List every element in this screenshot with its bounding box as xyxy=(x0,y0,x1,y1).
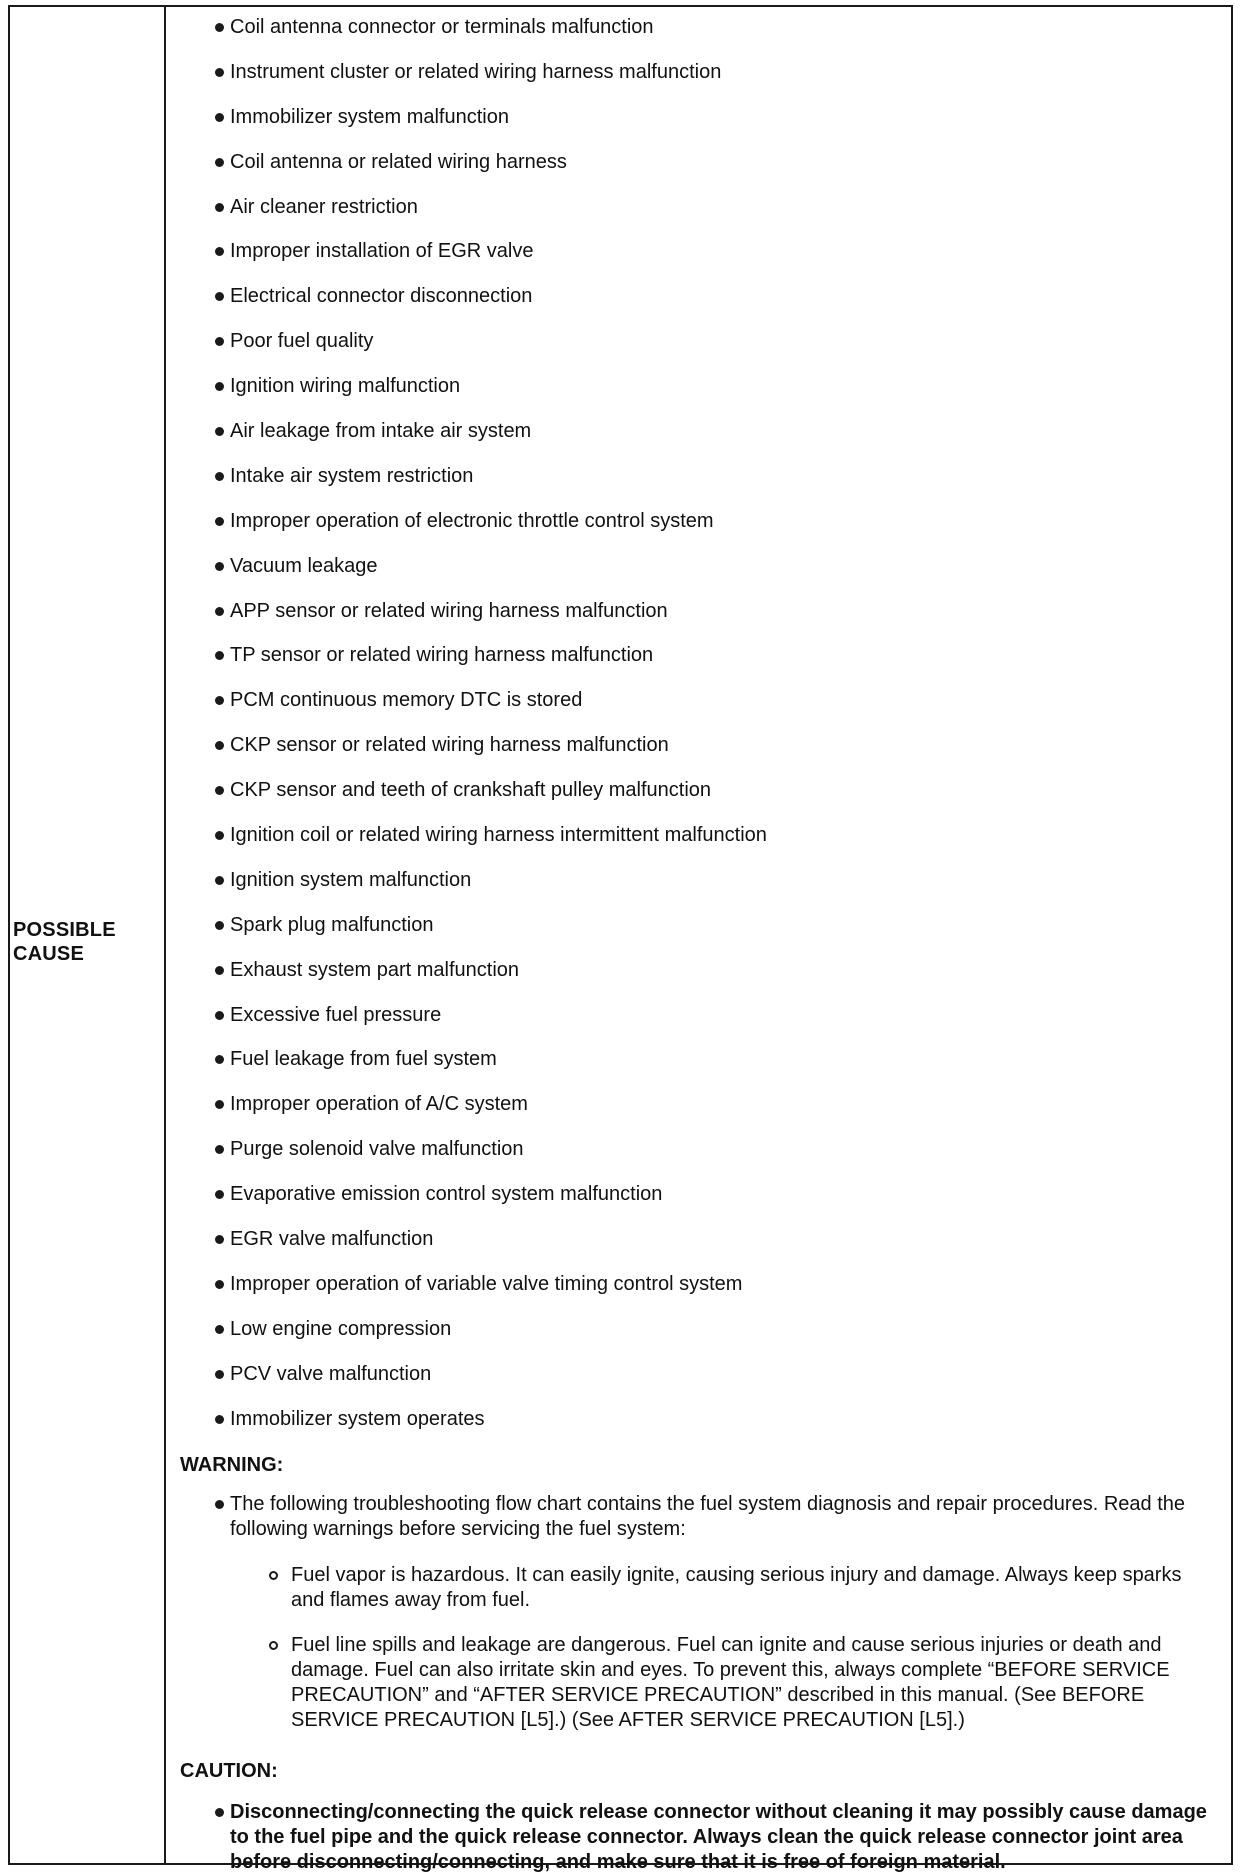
cause-list-item xyxy=(175,58,1225,103)
cause-text: Ignition wiring malfunction xyxy=(230,375,461,398)
bullet-icon xyxy=(215,517,224,526)
cause-text: PCM continuous memory DTC is stored xyxy=(230,689,583,712)
label-line-2: CAUSE xyxy=(13,943,85,965)
cause-list-item xyxy=(175,13,1225,58)
cause-list-item xyxy=(175,1405,1225,1450)
cause-text: Ignition coil or related wiring harness intermittent malfunction xyxy=(230,824,767,847)
cause-text: Air leakage from intake air system xyxy=(230,420,532,443)
possible-cause-table xyxy=(8,5,1233,1873)
cause-text: Fuel leakage from fuel system xyxy=(230,1048,497,1071)
bullet-icon xyxy=(215,1370,224,1379)
cause-list-item xyxy=(175,1135,1225,1180)
bullet-icon xyxy=(215,203,224,212)
bullet-icon xyxy=(215,337,224,346)
cause-text: Instrument cluster or related wiring harness malfunction xyxy=(230,60,722,83)
cause-text: Ignition system malfunction xyxy=(230,868,472,891)
cause-list-item xyxy=(175,776,1225,821)
cause-list-item xyxy=(175,193,1225,238)
bullet-icon xyxy=(215,68,224,77)
bullet-icon xyxy=(215,1011,224,1020)
cause-list-item xyxy=(175,1045,1225,1090)
bullet-icon xyxy=(215,1325,224,1334)
bullet-icon xyxy=(215,113,224,122)
cause-text: Spark plug malfunction xyxy=(230,913,434,936)
bullet-icon xyxy=(215,966,224,975)
cause-list-item xyxy=(175,237,1225,282)
cause-list-item xyxy=(175,1090,1225,1135)
cause-list-item xyxy=(175,103,1225,148)
bullet-icon xyxy=(215,292,224,301)
cause-text: Coil antenna or related wiring harness xyxy=(230,150,567,173)
cause-list-item xyxy=(175,462,1225,507)
cause-text: CKP sensor and teeth of crankshaft pulley malfunction xyxy=(230,779,712,802)
cause-list-item xyxy=(175,821,1225,866)
cause-list-item xyxy=(175,1001,1225,1046)
bullet-icon xyxy=(215,1190,224,1199)
cause-text: Coil antenna connector or terminals malfunction xyxy=(230,16,654,38)
bullet-icon xyxy=(215,1280,224,1289)
cause-text: Improper installation of EGR valve xyxy=(230,240,534,263)
cause-text: Intake air system restriction xyxy=(230,464,474,487)
cause-text: Immobilizer system operates xyxy=(230,1407,485,1430)
cause-list xyxy=(175,13,1225,1450)
bullet-icon xyxy=(215,247,224,256)
cause-text: APP sensor or related wiring harness malfunction xyxy=(230,599,668,622)
cause-list-item xyxy=(175,866,1225,911)
cause-text: EGR valve malfunction xyxy=(230,1228,434,1251)
bullet-icon xyxy=(215,158,224,167)
cause-text: Electrical connector disconnection xyxy=(230,285,533,308)
label-line-1: POSSIBLE xyxy=(13,919,116,941)
warning-title: WARNING: xyxy=(180,1454,284,1476)
cause-list-item xyxy=(175,327,1225,372)
possible-cause-label xyxy=(13,918,153,966)
cause-list-item xyxy=(175,1225,1225,1270)
warning-item-text: Fuel line spills and leakage are dangerous. Fuel can ignite and cause serious injuries or death and damage. Fuel can also irritate skin and eyes. To prevent this, always complete “BEFORE SERVICE PRECAUTION” and “AFTER SERVICE PRECAUTION” described in this manual. (See BEFORE SERVICE PRECAUTION [L5].) (See AFTER SERVICE PRECAUTION [L5].) xyxy=(291,1634,1170,1731)
warning-item xyxy=(291,1563,1211,1613)
circle-bullet-icon xyxy=(269,1641,278,1650)
bullet-icon xyxy=(215,831,224,840)
cause-text: Excessive fuel pressure xyxy=(230,1003,442,1026)
bullet-icon xyxy=(215,1808,224,1817)
warning-item xyxy=(291,1633,1211,1733)
cause-list-item xyxy=(175,372,1225,417)
bullet-icon xyxy=(215,786,224,795)
bullet-icon xyxy=(215,741,224,750)
warning-intro-text: The following troubleshooting flow chart contains the fuel system diagnosis and repair procedures. Read the following warnings before servicing the fuel system: xyxy=(230,1493,1185,1540)
circle-bullet-icon xyxy=(269,1571,278,1580)
cause-text: CKP sensor or related wiring harness malfunction xyxy=(230,734,669,757)
cause-text: PCV valve malfunction xyxy=(230,1362,432,1385)
cause-list-item xyxy=(175,1270,1225,1315)
cause-list-item xyxy=(175,1180,1225,1225)
cause-list-item xyxy=(175,1315,1225,1360)
cause-text: Exhaust system part malfunction xyxy=(230,958,520,981)
caution-item xyxy=(230,1800,1215,1875)
caution-title: CAUTION: xyxy=(180,1760,278,1782)
cause-list-item xyxy=(175,956,1225,1001)
cause-list-item xyxy=(175,282,1225,327)
cause-list-item xyxy=(175,686,1225,731)
bullet-icon xyxy=(215,607,224,616)
cause-text: Low engine compression xyxy=(230,1317,452,1340)
cause-list-item xyxy=(175,1360,1225,1405)
cause-list-item xyxy=(175,148,1225,193)
bullet-icon xyxy=(215,1145,224,1154)
warning-intro xyxy=(230,1492,1205,1542)
bullet-icon xyxy=(215,382,224,391)
cause-text: Evaporative emission control system malfunction xyxy=(230,1183,663,1206)
content-cell xyxy=(175,7,1225,1873)
cause-text: Improper operation of A/C system xyxy=(230,1093,528,1116)
cause-list-item xyxy=(175,507,1225,552)
bullet-icon xyxy=(215,1415,224,1424)
cause-list-item xyxy=(175,911,1225,956)
cause-text: Vacuum leakage xyxy=(230,554,378,577)
bullet-icon xyxy=(215,562,224,571)
cause-text: Poor fuel quality xyxy=(230,330,374,353)
cause-text: Improper operation of variable valve timing control system xyxy=(230,1272,743,1295)
bullet-icon xyxy=(215,472,224,481)
cause-text: Improper operation of electronic throttle control system xyxy=(230,509,714,532)
cause-list-item xyxy=(175,731,1225,776)
bullet-icon xyxy=(215,1055,224,1064)
bullet-icon xyxy=(215,1500,224,1509)
cause-list-item xyxy=(175,641,1225,686)
bullet-icon xyxy=(215,651,224,660)
bullet-icon xyxy=(215,696,224,705)
bullet-icon xyxy=(215,1100,224,1109)
cause-list-item xyxy=(175,417,1225,462)
cause-list-item xyxy=(175,597,1225,642)
caution-text: Disconnecting/connecting the quick release connector without cleaning it may possibly cause damage to the fuel pipe and the quick release connector. Always clean the quick release connector joint area before disconnecting/connecting, and make sure that it is free of foreign material. xyxy=(230,1801,1207,1873)
cause-text: Immobilizer system malfunction xyxy=(230,105,509,128)
cause-text: Purge solenoid valve malfunction xyxy=(230,1138,524,1161)
bullet-icon xyxy=(215,1235,224,1244)
bullet-icon xyxy=(215,427,224,436)
bullet-icon xyxy=(215,876,224,885)
column-divider xyxy=(164,7,166,1863)
warning-item-text: Fuel vapor is hazardous. It can easily ignite, causing serious injury and damage. Always keep sparks and flames away from fuel. xyxy=(291,1564,1182,1611)
cause-list-item xyxy=(175,552,1225,597)
bullet-icon xyxy=(215,921,224,930)
cause-text: Air cleaner restriction xyxy=(230,195,418,218)
bullet-icon xyxy=(215,23,224,32)
cause-text: TP sensor or related wiring harness malfunction xyxy=(230,644,654,667)
